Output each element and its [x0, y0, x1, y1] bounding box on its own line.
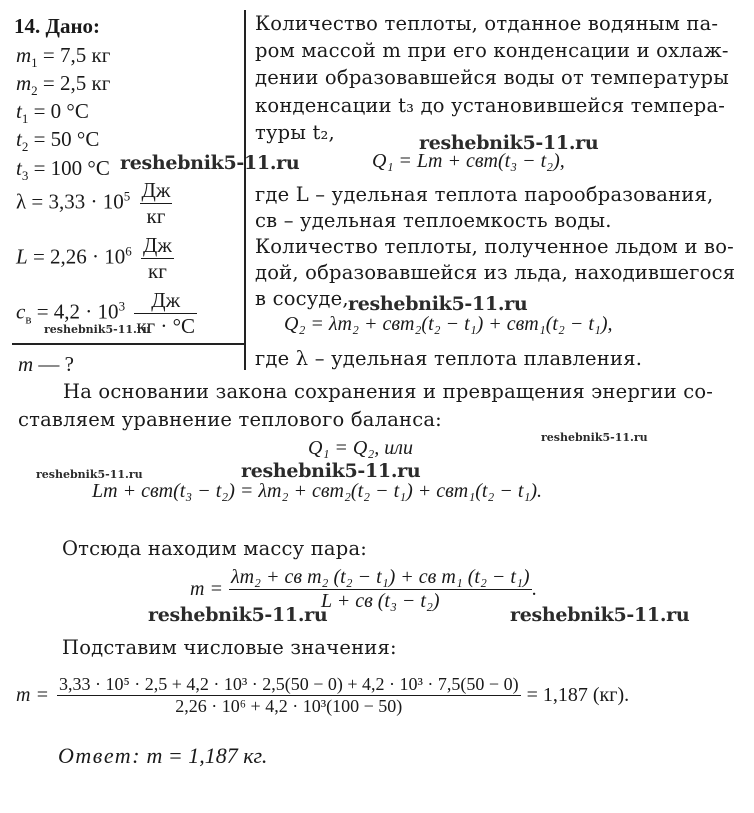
para1-line3: дении образовавшейся воды от температуры: [255, 66, 729, 89]
equation-numeric: m = 3,33 · 10⁵ · 2,5 + 4,2 · 10³ · 2,5(50 − 0) + 4,2 · 10³ · 7,5(50 − 0) 2,26 · 10⁶ + 4,2 · 10³(100 − 50) = 1,187 (кг).: [16, 674, 630, 716]
equation-mass: m = $\frac{\text{λm₂ + cв m₂ (t₂ − t₁) + cв m₁ (t₂ − t₁)}}{\text{L + cв (t₃ − t₂)}}$ .: [190, 566, 537, 612]
given-lambda: $\lambda = 3,33 \cdot 10^5$ $\frac{Дж}{кг}$: [16, 178, 171, 228]
answer: Ответ: m = 1,187 кг.: [58, 743, 268, 768]
para1-line4: конденсации t₃ до установившейся темпера-: [255, 94, 726, 117]
watermark: reshebnik5-11.ru: [510, 604, 690, 626]
watermark: reshebnik5-11.ru: [241, 460, 421, 482]
equation-q1: Q₁ = Lm + cвm(t₃ − t₂),: [372, 150, 565, 172]
para2-line1: где L – удельная теплота парообразования,: [255, 183, 714, 206]
given-t3: $t_3 = 100$ °С: [16, 156, 110, 184]
given-t1: $t_1 = 0$ °С: [16, 99, 89, 127]
given-L: $L = 2,26 \cdot 10^6$ $\frac{Дж}{кг}$: [16, 233, 172, 283]
para5-line1: На основании закона сохранения и превращения энергии со-: [63, 380, 714, 403]
para1-line1: Количество теплоты, отданное водяным па-: [255, 12, 719, 35]
watermark: reshebnik5-11.ru: [120, 152, 300, 174]
para6: Отсюда находим массу пара:: [62, 537, 368, 560]
watermark: reshebnik5-11.ru: [44, 323, 151, 336]
equation-balance: Q₁ = Q₂, или: [308, 437, 414, 459]
given-divider-vertical: [244, 10, 246, 370]
equation-full: Lm + cвm(t₃ − t₂) = λm₂ + cвm₂(t₂ − t₁) + cвm₁(t₂ − t₁).: [92, 480, 543, 502]
para3-line1: Количество теплоты, полученное льдом и во-: [255, 235, 734, 258]
watermark: reshebnik5-11.ru: [36, 468, 143, 481]
para1-line2: ром массой m при его конденсации и охлаж-: [255, 39, 729, 62]
para2-line2: cв – удельная теплоемкость воды.: [255, 209, 612, 232]
find-m: m — ?: [18, 352, 74, 376]
given-t2: $t_2 = 50$ °С: [16, 127, 100, 155]
watermark: reshebnik5-11.ru: [348, 293, 528, 315]
para4: где λ – удельная теплота плавления.: [255, 347, 643, 370]
para7: Подставим числовые значения:: [62, 636, 397, 659]
para3-line3: в сосуде,: [255, 287, 349, 310]
para5-line2: ставляем уравнение теплового баланса:: [18, 408, 442, 431]
given-m1: $m_1 = 7,5$ кг: [16, 43, 111, 71]
given-m2: $m_2 = 2,5$ кг: [16, 71, 111, 99]
watermark: reshebnik5-11.ru: [541, 431, 648, 444]
given-divider-horizontal: [12, 343, 244, 345]
watermark: reshebnik5-11.ru: [148, 604, 328, 626]
given-c: $c_в = 4,2 \cdot 10^3$ $\frac{Дж}{кг \cdot ^\circ С}$: [16, 288, 196, 338]
problem-number: 14. Дано:: [14, 14, 101, 38]
para3-line2: дой, образовавшейся из льда, находившегося: [255, 261, 736, 284]
equation-q2: Q₂ = λm₂ + cвm₂(t₂ − t₁) + cвm₁(t₂ − t₁),: [284, 313, 613, 335]
para1-line5: туры t₂,: [255, 121, 335, 144]
watermark: reshebnik5-11.ru: [419, 132, 599, 154]
